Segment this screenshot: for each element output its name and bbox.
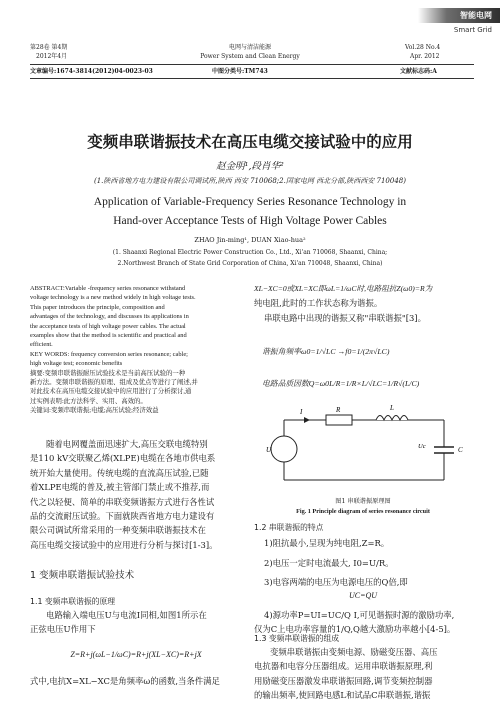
label-capacitor-voltage: Uc: [418, 443, 426, 450]
feature-item: 1)阻抗最小,呈现为纯电阻,Z=R。: [264, 538, 390, 548]
abstract-en-line: the acceptance tests of high voltage power cables. The actual: [30, 322, 186, 330]
volume-cn: 第28卷 第4期: [30, 44, 68, 51]
feature-item: 4)源功率P=UI=UC/Q I,可见谐振时源的激励功率,: [264, 609, 455, 620]
intro-line: 品的交流耐压试验。下面就陕西省地方电力建设有: [30, 511, 215, 522]
quality-factor-equation: 电路品质因数Q=ω0L/R=1/R×L/√LC=1/R√(L/C): [262, 379, 420, 388]
section-1-1-line: 正弦电压U作用下: [30, 624, 96, 635]
keywords-en-line: KEY WORDS: frequency conversion series resonance; cable;: [30, 350, 188, 358]
impedance-equation: Z=R+j(ωL−1/ωC)=R+j(XL−XC)=R+jX: [70, 650, 202, 659]
section-1-2-heading: 1.2 串联谐振的特点: [254, 523, 324, 532]
resonance-condition: [254, 282, 472, 325]
intro-line: 高压电缆交接试验中的应用进行分析与探讨[1-3]。: [30, 539, 218, 550]
feature-item: 3)电容两端的电压为电源电压的Q倍,即: [264, 576, 408, 587]
intro-line: 代之以轻便、简单的串联变频谐振方式进行各性试: [30, 496, 215, 507]
section-1-3-heading: 1.3 变频串联谐振的组成: [254, 634, 340, 643]
document-code: 文献标志码:A: [400, 68, 437, 75]
intro-line: 着XLPE电缆的普及,被主管部门禁止或不推荐,而: [30, 482, 210, 493]
feature-item: UC=QU: [348, 591, 378, 601]
header-rule-2: [30, 78, 474, 79]
abstract-cn-line: 过实例表明:此方法科学、实用、高效的。: [30, 397, 147, 405]
section-1-3-line: 电抗器和电容分压器组成。运用串联谐振原理,利: [254, 661, 433, 672]
smart-grid-banner: [418, 8, 500, 23]
intro-line: 是110 kV交联聚乙烯(XLPE)电缆在各地市供电系: [30, 453, 216, 464]
resonance-line: 串联电路中出现的谐振又称"串联谐振"[3]。: [264, 312, 426, 323]
abstract-en-line: examples show that the method is scientific and practical and: [30, 332, 187, 340]
label-current: I: [300, 408, 303, 416]
introduction: [30, 437, 242, 552]
feature-item: 2)电压一定时电流最大, I0=U/R。: [264, 558, 394, 569]
section-1-3-text: [254, 645, 472, 703]
section-1-2-list: [254, 536, 472, 636]
classification-number: 中图分类号:TM743: [212, 68, 268, 75]
label-inductance: L: [390, 404, 394, 412]
section-1-1-text: [30, 608, 242, 637]
resistor-symbol: [326, 415, 352, 425]
authors-en: ZHAO Jin-ming¹, DUAN Xiao-hua²: [194, 236, 306, 244]
abstract-en-line: voltage technology is a new method widely in high voltage tests.: [30, 294, 196, 302]
article-number: 文章编号:1674-3814(2012)04-0023-03: [30, 68, 153, 75]
keywords-en-line: high voltage test; economic benefits: [30, 360, 123, 368]
affiliation-en-2: 2.Northwest Branch of State Grid Corporation of China, Xi'an 710048, Shaanxi, China): [117, 260, 383, 267]
label-resistance: R: [336, 406, 341, 414]
voltage-source: [271, 436, 297, 462]
affiliation-cn: (1.陕西省地方电力建设有限公司调试所,陕西 西安 710068;2.国家电网 西北分部,陕西西安 710048): [94, 177, 406, 185]
feature-item: 仅为C上电功率容量的1/Q,Q越大激励功率越小[4-5]。: [254, 624, 456, 635]
series-resonance-circuit-diagram: [256, 402, 470, 490]
title-en-line-1: Application of Variable-Frequency Series Resonance Technology in: [93, 196, 407, 208]
abstract-en-line: This paper introduces the principle, composition and: [30, 303, 165, 311]
authors-cn: 赵金明¹,段肖华²: [216, 161, 284, 172]
intro-line: 限公司调试所常采用的一种变频串联谐振技术在: [30, 525, 206, 536]
inductor-symbol: [376, 416, 408, 421]
figure-caption-en: Fig. 1 Principle diagram of series resonance circuit: [296, 508, 430, 515]
section-1-3-line: 用励磁变压器激发串联谐振回路,调节变频控制器: [254, 675, 433, 686]
figure-caption-cn: 图1 串联谐振原理图: [335, 498, 391, 505]
abstract-en: [30, 284, 242, 416]
label-voltage: U: [266, 446, 272, 454]
intro-line: 随着电网覆盖面迅速扩大,高压交联电缆特别: [46, 439, 208, 449]
section-1-1-heading: 1.1 变频串联谐振的原理: [30, 597, 116, 606]
abstract-en-line: ABSTRACT:Variable -frequency series resonance withstand: [30, 285, 186, 292]
equation-note: 式中,电抗X=XL−XC是角频率ω的函数,当条件满足: [30, 676, 220, 686]
intro-line: 统开始大量使用。传统电缆的直流高压试验,已随: [30, 467, 209, 478]
date-en: Apr. 2012: [410, 53, 440, 60]
label-capacitance: C: [458, 446, 463, 454]
resonant-frequency-equation: 谐振角频率ω0=1/√LC →f0=1/(2π√LC): [262, 347, 390, 356]
abstract-cn-line: 新方法。变频串联谐振的原理、组成及优点等进行了阐述,并: [30, 379, 198, 387]
section-1-heading: 1 变频串联谐振试验技术: [30, 570, 135, 581]
title-cn: 变频串联谐振技术在高压电缆交接试验中的应用: [87, 133, 413, 151]
journal-cn: 电网与清洁能源: [228, 44, 271, 51]
abstract-en-line: advantages of the technology, and discusses its applications in: [30, 313, 189, 321]
abstract-cn-line: 对此技术在高压电缆交接试验中的应用进行了分析探讨,通: [30, 388, 192, 396]
abstract-en-line: efficient.: [30, 341, 53, 349]
volume-en: Vol.28 No.4: [405, 44, 441, 51]
header-rule: [30, 64, 474, 65]
smart-grid-label: Smart Grid: [453, 26, 492, 34]
affiliation-en-1: (1. Shaanxi Regional Electric Power Construction Co., Ltd., Xi'an 710068, Shaanxi, China;: [112, 249, 388, 256]
abstract-cn-line: 摘要:变频串联谐振耐压试验技术是当前高压试验的一种: [30, 369, 186, 377]
keywords-cn: 关键词:变频串联谐振;电缆;高压试验;经济效益: [30, 407, 159, 415]
section-1-3-line: 变频串联谐振由变频电源、励磁变压器、高压: [270, 647, 438, 657]
resonance-line: XL−XC=0或XL=XC即ωL=1/ωC时,电路阻抗Z(ω0)=R为: [254, 284, 433, 293]
title-en-line-2: Hand-over Acceptance Tests of High Voltage Power Cables: [113, 215, 387, 227]
journal-en: Power System and Clean Energy: [200, 53, 300, 60]
banner-text: 智能电网: [460, 11, 492, 20]
section-1-1-line: 电路输入端电压U与电流I同相,如图1所示在: [46, 610, 207, 620]
section-1-3-line: 的输出频率,使回路电感L和试品C串联谐振,谐振: [254, 690, 431, 701]
resonance-line: 纯电阻,此时的工作状态称为谐振。: [254, 298, 383, 309]
date-cn: 2012年4月: [36, 53, 68, 60]
current-arrow: [304, 417, 310, 423]
